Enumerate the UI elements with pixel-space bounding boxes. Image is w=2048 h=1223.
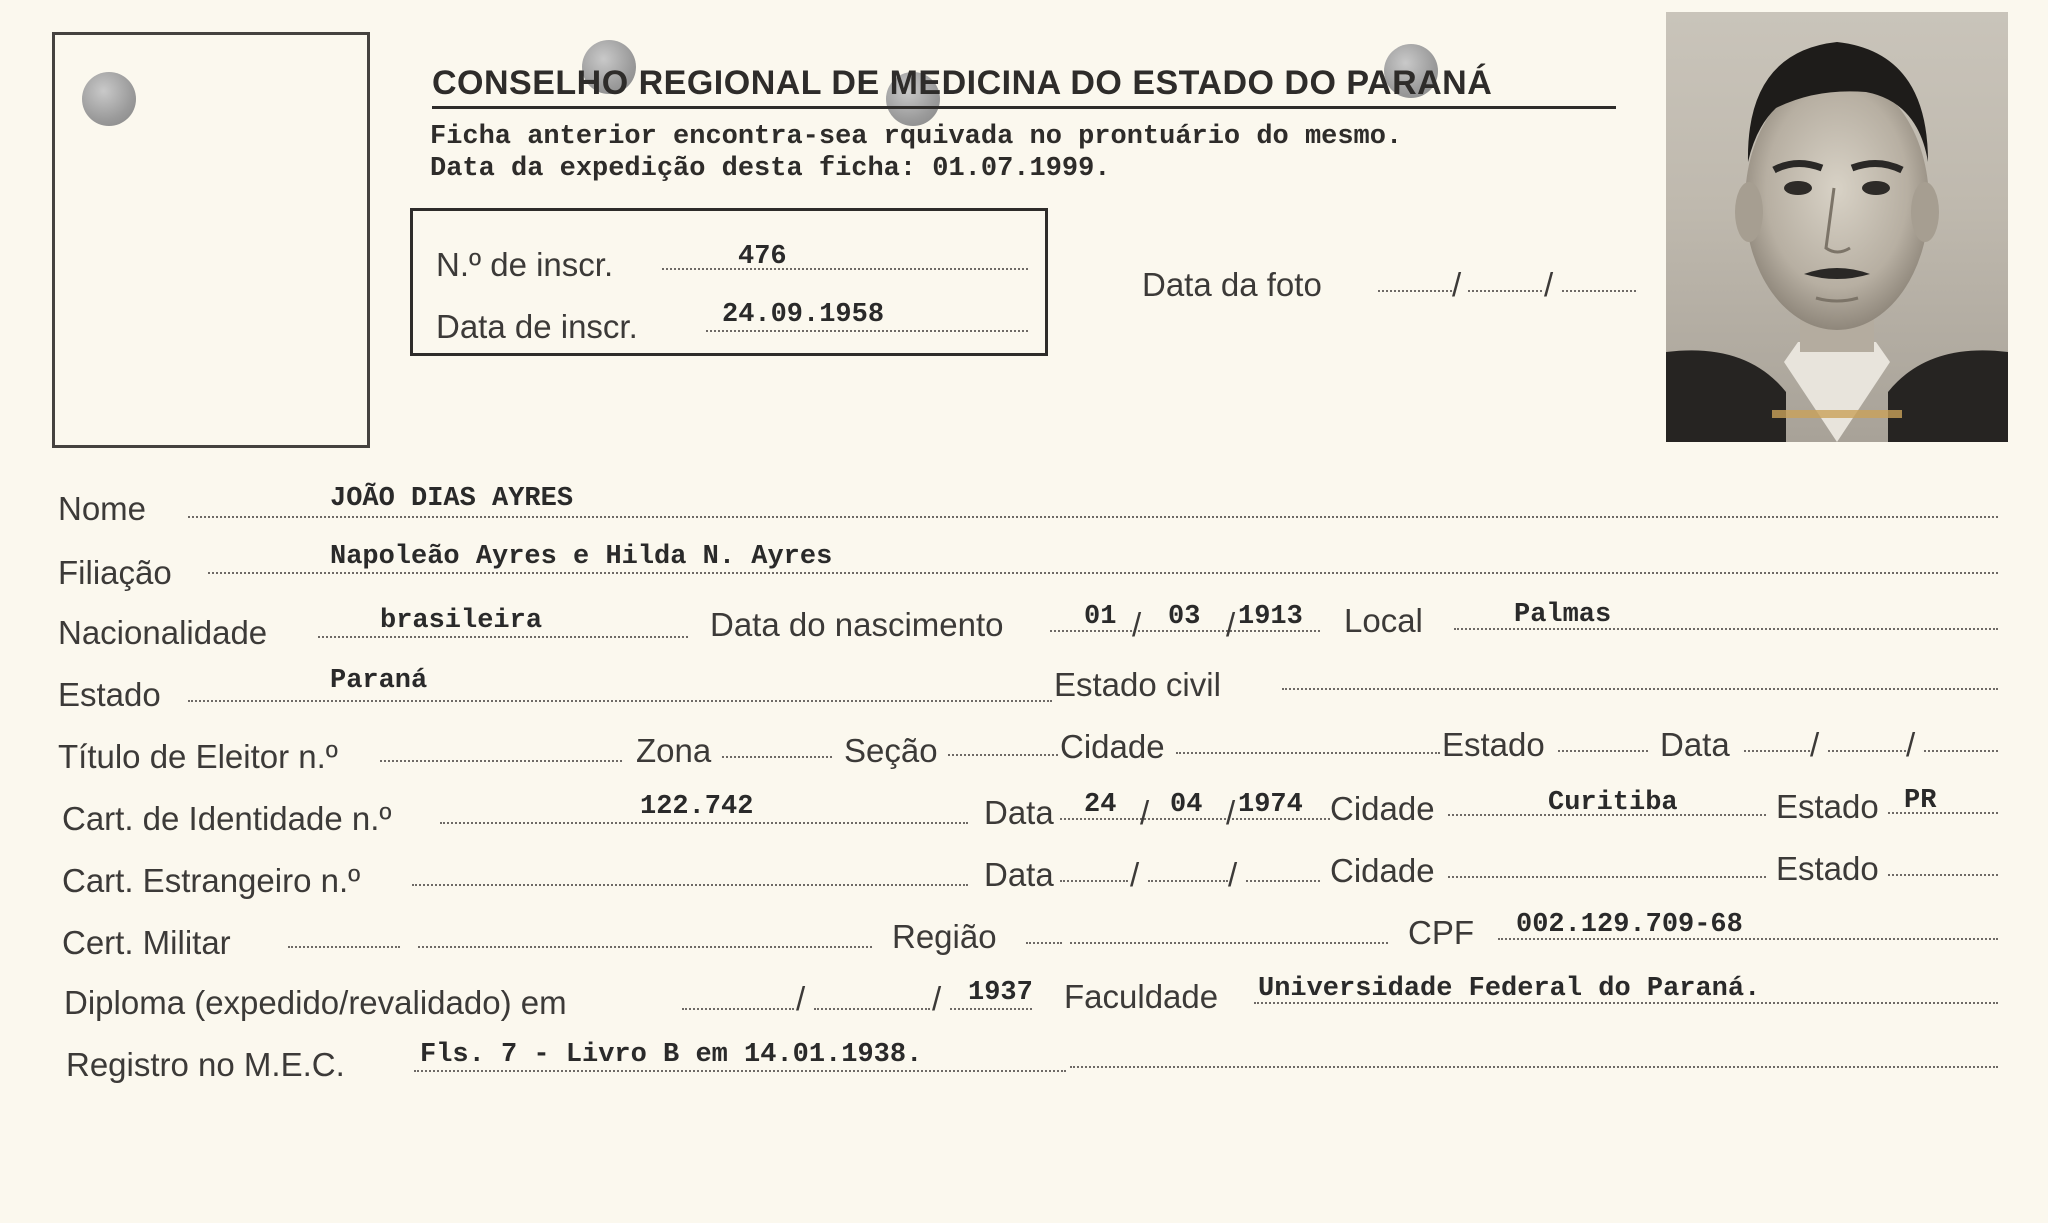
faculdade-label: Faculdade xyxy=(1064,978,1219,1015)
dotted-line xyxy=(1468,290,1542,292)
dotted-line xyxy=(208,572,1998,574)
registro-label: Registro no M.E.C. xyxy=(66,1046,345,1083)
dotted-line xyxy=(948,754,1058,756)
dotted-line xyxy=(1448,876,1766,878)
date-separator: / xyxy=(1130,856,1140,893)
dotted-line xyxy=(1744,750,1810,752)
local-value: Palmas xyxy=(1514,600,1612,630)
nacionalidade-value: brasileira xyxy=(380,606,543,636)
dotted-line xyxy=(1060,880,1128,882)
dotted-line xyxy=(1070,942,1388,944)
dotted-line xyxy=(380,760,622,762)
nome-label: Nome xyxy=(58,490,147,527)
estado-value: Paraná xyxy=(330,666,428,696)
dotted-line xyxy=(318,636,688,638)
issue-date-note: Data da expedição desta ficha: 01.07.1999. xyxy=(430,154,1111,184)
portrait-photo xyxy=(1666,12,2008,442)
nacionalidade-label: Nacionalidade xyxy=(58,614,268,651)
dotted-line xyxy=(188,516,1998,518)
photo-date-label: Data da foto xyxy=(1142,266,1322,303)
date-separator: / xyxy=(1226,606,1236,643)
date-separator: / xyxy=(1228,856,1238,893)
identidade-cidade-label: Cidade xyxy=(1330,790,1435,827)
identidade-data-label: Data xyxy=(984,794,1054,831)
cpf-value: 002.129.709-68 xyxy=(1516,910,1743,940)
date-separator: / xyxy=(1810,726,1820,763)
identidade-label: Cart. de Identidade n.º xyxy=(62,800,392,837)
dotted-line xyxy=(418,946,872,948)
estado-civil-label: Estado civil xyxy=(1054,666,1221,703)
dotted-line xyxy=(1378,290,1452,292)
local-label: Local xyxy=(1344,602,1423,639)
identidade-value: 122.742 xyxy=(640,792,754,822)
inscription-number-label: N.º de inscr. xyxy=(436,246,614,283)
estado-label: Estado xyxy=(58,676,161,713)
date-separator: / xyxy=(932,980,942,1017)
dotted-line xyxy=(188,700,1052,702)
date-separator: / xyxy=(1906,726,1916,763)
cpf-label: CPF xyxy=(1408,914,1474,951)
identidade-year: 1974 xyxy=(1238,790,1303,820)
dotted-line xyxy=(1070,1066,1998,1068)
dotted-line xyxy=(1026,942,1062,944)
identidade-cidade-value: Curitiba xyxy=(1548,788,1678,818)
titulo-label: Título de Eleitor n.º xyxy=(58,738,338,775)
date-separator: / xyxy=(796,980,806,1017)
estrangeiro-estado-label: Estado xyxy=(1776,850,1879,887)
filiacao-value: Napoleão Ayres e Hilda N. Ayres xyxy=(330,542,833,572)
title-rule xyxy=(432,106,1616,109)
dotted-line xyxy=(1924,750,1998,752)
nascimento-year: 1913 xyxy=(1238,602,1303,632)
dotted-line xyxy=(682,1008,794,1010)
punch-hole xyxy=(82,72,136,126)
militar-label: Cert. Militar xyxy=(62,924,231,961)
dotted-line xyxy=(1558,750,1648,752)
nascimento-day: 01 xyxy=(1084,602,1117,632)
identidade-day: 24 xyxy=(1084,790,1117,820)
dotted-line xyxy=(1282,688,1998,690)
dotted-line xyxy=(722,756,832,758)
date-separator: / xyxy=(1226,794,1236,831)
dotted-line xyxy=(1562,290,1636,292)
registro-value: Fls. 7 - Livro B em 14.01.1938. xyxy=(420,1040,923,1070)
nascimento-label: Data do nascimento xyxy=(710,606,1004,643)
inscription-number-value: 476 xyxy=(738,242,787,272)
dotted-line xyxy=(1888,874,1998,876)
photo-date-separator: / xyxy=(1452,266,1462,303)
dotted-line xyxy=(440,822,968,824)
nome-value: JOÃO DIAS AYRES xyxy=(330,484,574,514)
titulo-data-label: Data xyxy=(1660,726,1730,763)
inscription-date-value: 24.09.1958 xyxy=(722,300,885,330)
regiao-label: Região xyxy=(892,918,997,955)
estrangeiro-label: Cart. Estrangeiro n.º xyxy=(62,862,361,899)
faculdade-value: Universidade Federal do Paraná. xyxy=(1258,974,1761,1004)
diploma-year: 1937 xyxy=(968,978,1033,1008)
estrangeiro-cidade-label: Cidade xyxy=(1330,852,1435,889)
identidade-estado-value: PR xyxy=(1904,786,1937,816)
titulo-cidade-label: Cidade xyxy=(1060,728,1165,765)
titulo-estado-label: Estado xyxy=(1442,726,1545,763)
dotted-line xyxy=(1828,750,1906,752)
estrangeiro-data-label: Data xyxy=(984,856,1054,893)
dotted-line xyxy=(1176,752,1440,754)
date-separator: / xyxy=(1132,606,1142,643)
inscription-date-label: Data de inscr. xyxy=(436,308,638,345)
secao-label: Seção xyxy=(844,732,938,769)
filiacao-label: Filiação xyxy=(58,554,172,591)
dotted-line xyxy=(950,1008,1032,1010)
zona-label: Zona xyxy=(636,732,712,769)
dotted-line xyxy=(814,1008,930,1010)
diploma-label: Diploma (expedido/revalidado) em xyxy=(64,984,567,1021)
archive-note: Ficha anterior encontra-sea rquivada no prontuário do mesmo. xyxy=(430,122,1403,152)
nascimento-month: 03 xyxy=(1168,602,1201,632)
council-title: CONSELHO REGIONAL DE MEDICINA DO ESTADO DO PARANÁ xyxy=(432,64,1493,102)
dotted-line xyxy=(1246,880,1320,882)
dotted-line xyxy=(414,1070,1066,1072)
dotted-line xyxy=(1148,880,1228,882)
dotted-line xyxy=(662,268,1028,270)
dotted-line xyxy=(412,884,968,886)
dotted-line xyxy=(706,330,1028,332)
identidade-estado-label: Estado xyxy=(1776,788,1879,825)
date-separator: / xyxy=(1140,794,1150,831)
portrait-photo-graphic xyxy=(1666,12,2008,442)
identidade-month: 04 xyxy=(1170,790,1203,820)
photo-date-separator: / xyxy=(1544,266,1554,303)
dotted-line xyxy=(288,946,400,948)
